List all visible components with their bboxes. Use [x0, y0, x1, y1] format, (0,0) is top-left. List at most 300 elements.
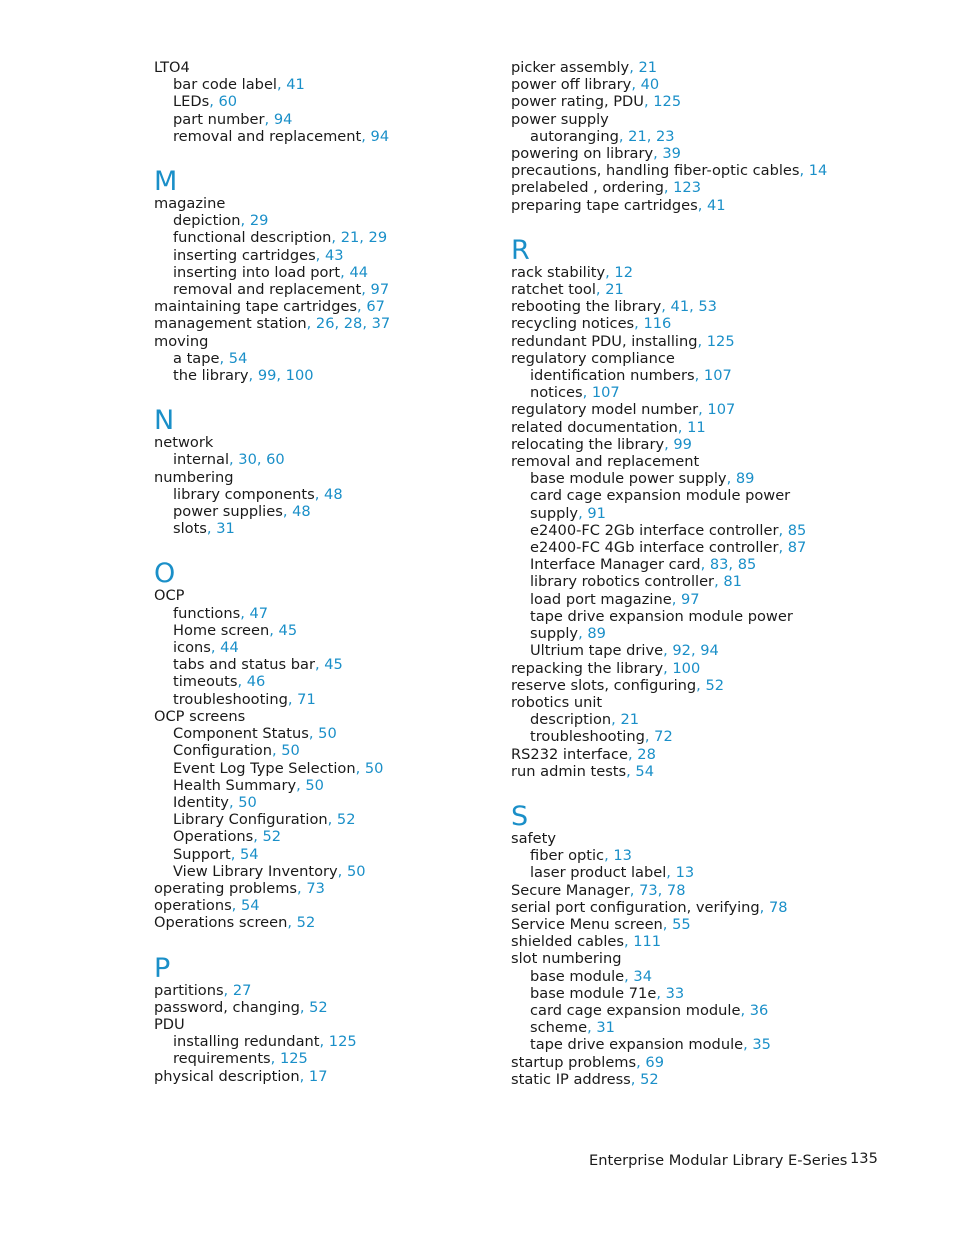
entry-term: repacking the library — [511, 659, 664, 677]
entry-term: redundant PDU, installing — [511, 332, 698, 350]
page-reference-link[interactable]: 54 — [228, 349, 248, 367]
page-reference-link[interactable]: 50 — [281, 742, 300, 760]
index-entry — [154, 469, 494, 486]
index-entry: Operations screen, 52 — [154, 914, 316, 932]
index-subentry: identification numbers, 107 — [530, 367, 732, 385]
entry-term: operating problems — [154, 879, 298, 897]
index-subentry: icons, 44 — [173, 639, 239, 657]
entry-term: part number — [173, 110, 265, 128]
index-entry: partitions, 27 — [154, 981, 252, 999]
page-reference-link[interactable]: 21, 23 — [628, 127, 675, 145]
section-letter: O — [154, 558, 176, 590]
index-subentry: Configuration, 50 — [173, 742, 300, 760]
entry-term: Identity — [173, 793, 229, 811]
entry-term: PDU — [154, 1015, 185, 1033]
page-reference-link[interactable]: 83, 85 — [709, 556, 757, 574]
entry-term: Component Status — [173, 725, 309, 743]
page-reference-link[interactable]: 39 — [662, 145, 681, 163]
page-reference-link[interactable]: 52 — [309, 998, 328, 1016]
entry-term: troubleshooting — [530, 728, 645, 746]
page-reference-link[interactable]: 52 — [640, 1070, 659, 1088]
index-entry: prelabeled , ordering, 123 — [511, 179, 701, 197]
index-entry: serial port configuration, verifying, 78 — [511, 898, 788, 916]
entry-term: picker assembly — [511, 59, 630, 76]
entry-term: static IP address — [511, 1070, 631, 1088]
index-subentry: autoranging, 21, 23 — [530, 127, 675, 145]
index-entry: power rating, PDU, 125 — [511, 93, 682, 111]
entry-term: partitions — [154, 981, 224, 999]
page-reference-link[interactable]: 50 — [238, 793, 257, 811]
entry-term: e2400-FC 4Gb interface controller — [530, 539, 779, 557]
page-reference-link[interactable]: 45 — [278, 621, 298, 639]
footer-title: Enterprise Modular Library E-Series — [589, 1152, 848, 1169]
index-subentry: power supplies, 48 — [173, 503, 311, 521]
page-reference-link[interactable]: 47 — [249, 604, 269, 622]
page-reference-link[interactable]: 125 — [706, 332, 735, 350]
page-reference-link[interactable]: 45 — [324, 656, 343, 674]
index-column-left — [154, 59, 494, 1085]
index-entry: maintaining tape cartridges, 67 — [154, 298, 385, 316]
section-letter: S — [511, 800, 529, 832]
index-entry: physical description, 17 — [154, 1067, 328, 1085]
index-subentry: fiber optic, 13 — [530, 847, 632, 865]
index-entry: reserve slots, configuring, 52 — [511, 676, 725, 694]
index-subentry: tabs and status bar, 45 — [173, 656, 343, 674]
index-subentry: LEDs, 60 — [173, 93, 238, 111]
entry-term: network — [154, 434, 214, 452]
page-reference-link[interactable]: 54 — [240, 897, 260, 915]
page-reference-link[interactable]: 17 — [308, 1067, 328, 1085]
index-entry: related documentation, 11 — [511, 418, 706, 436]
page-reference-link[interactable]: 54 — [635, 762, 654, 780]
page-reference-link[interactable]: 26, 28, 37 — [315, 315, 391, 333]
entry-term: card cage expansion module — [530, 1001, 741, 1019]
index-entry: powering on library, 39 — [511, 145, 681, 163]
page-reference-link[interactable]: 21 — [620, 711, 640, 729]
entry-term: rack stability — [511, 263, 606, 281]
page-reference-link[interactable]: 54 — [239, 845, 259, 863]
index-entry — [154, 434, 494, 451]
page-reference-link[interactable]: 81 — [723, 573, 742, 591]
index-subentry: card cage expansion module power supply, 91 — [530, 487, 791, 522]
entry-term: ratchet tool — [511, 281, 596, 299]
index-subentry: base module, 34 — [530, 967, 652, 985]
index-entry: static IP address, 52 — [511, 1070, 659, 1088]
index-section — [511, 800, 841, 1088]
entry-term: library components — [173, 485, 315, 503]
page-reference-link[interactable]: 73, 78 — [639, 881, 686, 899]
page-reference-link[interactable]: 52 — [262, 828, 282, 846]
index-entry: operations, 54 — [154, 897, 260, 915]
entry-term: functional description — [173, 229, 332, 247]
entry-term: requirements — [173, 1050, 271, 1068]
page-reference-link[interactable]: 48 — [292, 503, 311, 521]
entry-term: inserting into load port — [173, 263, 341, 281]
entry-term: tape drive expansion module power supply — [530, 607, 793, 643]
page-reference-link[interactable]: 99 — [673, 435, 692, 453]
entry-term: Service Menu screen — [511, 915, 663, 933]
page-reference-link[interactable]: 46 — [246, 673, 266, 691]
page-reference-link[interactable]: 33 — [665, 984, 685, 1002]
index-subentry: timeouts, 46 — [173, 673, 266, 691]
index-section — [154, 59, 494, 145]
page-reference-link[interactable]: 85 — [787, 521, 807, 539]
entry-term: functions — [173, 604, 241, 622]
index-subentry: scheme, 31 — [530, 1019, 615, 1037]
index-entry: recycling notices, 116 — [511, 315, 672, 333]
entry-term: maintaining tape cartridges — [154, 298, 358, 316]
page-reference-link[interactable]: 31 — [216, 520, 235, 538]
index-entry: Service Menu screen, 55 — [511, 915, 691, 933]
entry-term: robotics unit — [511, 693, 603, 711]
entry-term: physical description — [154, 1067, 300, 1085]
entry-term: Configuration — [173, 742, 272, 760]
index-subentry: inserting cartridges, 43 — [173, 246, 344, 264]
entry-term: OCP — [154, 587, 185, 605]
index-subentry: card cage expansion module, 36 — [530, 1001, 769, 1019]
page-reference-link[interactable]: 40 — [640, 76, 660, 94]
entry-term: run admin tests — [511, 762, 627, 780]
page-reference-link[interactable]: 31 — [596, 1019, 615, 1037]
index-subentry: removal and replacement, 94 — [173, 127, 390, 145]
entry-term: LTO4 — [154, 59, 190, 76]
index-subentry: library robotics controller, 81 — [530, 573, 742, 591]
index-entry: startup problems, 69 — [511, 1053, 664, 1071]
page-reference-link[interactable]: 52 — [336, 811, 356, 829]
page-reference-link[interactable]: 11 — [687, 418, 706, 436]
entry-term: regulatory model number — [511, 401, 699, 419]
page-reference-link[interactable]: 41 — [286, 76, 305, 94]
page-reference-link[interactable]: 52 — [705, 676, 725, 694]
entry-term: shielded cables — [511, 933, 624, 951]
entry-term: precautions, handling fiber-optic cables — [511, 162, 800, 180]
index-entry — [154, 59, 494, 76]
index-entry: shielded cables, 111 — [511, 933, 662, 951]
entry-term: bar code label — [173, 76, 277, 94]
entry-term: load port magazine — [530, 590, 672, 608]
index-section — [511, 234, 841, 780]
index-entry: regulatory model number, 107 — [511, 401, 736, 419]
index-subentry: Interface Manager card, 83, 85 — [530, 556, 757, 574]
index-entry: operating problems, 73 — [154, 879, 325, 897]
entry-term: safety — [511, 829, 557, 847]
index-subentry: Health Summary, 50 — [173, 776, 324, 794]
page-reference-link[interactable]: 72 — [654, 728, 673, 746]
index-column-right — [511, 59, 841, 1088]
entry-term: card cage expansion module power supply — [530, 487, 791, 522]
entry-term: notices — [530, 384, 583, 402]
index-subentry: functional description, 21, 29 — [173, 229, 388, 247]
page-reference-link[interactable]: 50 — [364, 759, 384, 777]
index-entry — [511, 830, 841, 847]
index-entry — [511, 694, 841, 711]
index-subentry: removal and replacement, 97 — [173, 281, 390, 299]
entry-term: troubleshooting — [173, 690, 288, 708]
index-subentry: Ultrium tape drive, 92, 94 — [530, 642, 719, 660]
page-reference-link[interactable]: 73 — [306, 879, 325, 897]
entry-term: serial port configuration, verifying — [511, 898, 760, 916]
entry-term: management station — [154, 315, 307, 333]
page-reference-link[interactable]: 125 — [328, 1033, 357, 1051]
index-entry: ratchet tool, 21 — [511, 281, 624, 299]
index-entry: preparing tape cartridges, 41 — [511, 196, 726, 214]
entry-term: Secure Manager — [511, 881, 630, 899]
index-subentry: e2400-FC 4Gb interface controller, 87 — [530, 539, 807, 557]
page-reference-link[interactable]: 116 — [643, 315, 672, 333]
entry-term: powering on library — [511, 145, 654, 163]
section-letter: R — [511, 234, 530, 266]
index-subentry: depiction, 29 — [173, 212, 269, 230]
index-subentry: internal, 30, 60 — [173, 451, 285, 469]
entry-term: operations — [154, 897, 232, 915]
entry-term: the library — [173, 367, 249, 385]
index-entry: rack stability, 12 — [511, 263, 633, 281]
page-reference-link[interactable]: 30, 60 — [238, 451, 285, 469]
entry-term: removal and replacement — [173, 127, 362, 145]
entry-term: e2400-FC 2Gb interface controller — [530, 521, 779, 539]
index-entry — [154, 587, 494, 604]
page-number: 135 — [850, 1150, 878, 1167]
page-reference-link[interactable]: 21 — [638, 59, 658, 76]
entry-term: Library Configuration — [173, 811, 328, 829]
index-entry: run admin tests, 54 — [511, 762, 654, 780]
page-reference-link[interactable]: 92, 94 — [672, 642, 719, 660]
page-reference-link[interactable]: 125 — [279, 1050, 308, 1068]
index-subentry: load port magazine, 97 — [530, 590, 700, 608]
page-reference-link[interactable]: 13 — [613, 847, 632, 865]
entry-term: startup problems — [511, 1053, 637, 1071]
index-section — [154, 166, 494, 385]
index-section — [154, 405, 494, 538]
index-entry: Secure Manager, 73, 78 — [511, 881, 686, 899]
page-reference-link[interactable]: 123 — [673, 179, 701, 197]
page-reference-link[interactable]: 50 — [305, 776, 324, 794]
index-entry: picker assembly, 21 — [511, 59, 658, 76]
entry-term: depiction — [173, 212, 241, 230]
index-subentry: inserting into load port, 44 — [173, 263, 369, 281]
page-reference-link[interactable]: 52 — [296, 914, 316, 932]
entry-term: magazine — [154, 195, 226, 213]
page-reference-link[interactable]: 107 — [591, 384, 620, 402]
section-letter: N — [154, 405, 175, 437]
entry-term: LEDs — [173, 93, 210, 111]
page-reference-link[interactable]: 48 — [324, 485, 343, 503]
entry-term: OCP screens — [154, 707, 246, 725]
page-reference-link[interactable]: 107 — [703, 367, 732, 385]
entry-term: base module — [530, 967, 625, 985]
page-reference-link[interactable]: 111 — [633, 933, 662, 951]
entry-term: identification numbers — [530, 367, 695, 385]
entry-term: inserting cartridges — [173, 246, 316, 264]
page-reference-link[interactable]: 78 — [768, 898, 788, 916]
index-entry: power off library, 40 — [511, 76, 660, 94]
entry-term: reserve slots, configuring — [511, 676, 697, 694]
page-reference-link[interactable]: 89 — [735, 470, 755, 488]
index-entry — [154, 333, 494, 350]
page-reference-link[interactable]: 43 — [324, 246, 344, 264]
page-reference-link[interactable]: 60 — [218, 93, 238, 111]
index-entry — [154, 195, 494, 212]
entry-term: laser product label — [530, 864, 667, 882]
entry-term: Operations — [173, 828, 254, 846]
page-reference-link[interactable]: 34 — [633, 967, 652, 985]
page-reference-link[interactable]: 35 — [752, 1036, 771, 1054]
entry-term: Ultrium tape drive — [530, 642, 664, 660]
entry-term: fiber optic — [530, 847, 605, 865]
page-reference-link[interactable]: 12 — [614, 263, 633, 281]
entry-term: description — [530, 711, 612, 729]
index-subentry: Event Log Type Selection, 50 — [173, 759, 384, 777]
page-reference-link[interactable]: 28 — [637, 745, 656, 763]
index-entry: RS232 interface, 28 — [511, 745, 656, 763]
index-entry: precautions, handling fiber-optic cables, 14 — [511, 162, 828, 180]
page-reference-link[interactable]: 21 — [605, 281, 624, 299]
index-entry — [511, 950, 841, 967]
page-reference-link[interactable]: 100 — [672, 659, 701, 677]
index-section — [511, 59, 841, 214]
index-subentry: Library Configuration, 52 — [173, 811, 356, 829]
index-subentry: Operations, 52 — [173, 828, 282, 846]
page-reference-link[interactable]: 67 — [366, 298, 385, 316]
page-reference-link[interactable]: 44 — [349, 263, 369, 281]
index-subentry: Support, 54 — [173, 845, 259, 863]
index-entry: repacking the library, 100 — [511, 659, 701, 677]
section-letter: M — [154, 166, 178, 198]
index-entry: relocating the library, 99 — [511, 435, 692, 453]
page-reference-link[interactable]: 97 — [370, 281, 390, 299]
entry-term: regulatory compliance — [511, 349, 675, 367]
index-subentry: View Library Inventory, 50 — [173, 862, 366, 880]
index-entry — [511, 453, 841, 470]
index-subentry: slots, 31 — [173, 520, 235, 538]
entry-term: relocating the library — [511, 435, 665, 453]
index-subentry: base module power supply, 89 — [530, 470, 755, 488]
index-subentry: a tape, 54 — [173, 349, 248, 367]
entry-term: power rating, PDU — [511, 93, 644, 111]
entry-term: installing redundant — [173, 1033, 320, 1051]
entry-term: base module 71e — [530, 984, 657, 1002]
entry-term: preparing tape cartridges — [511, 196, 698, 214]
index-subentry: Identity, 50 — [173, 793, 257, 811]
entry-term: icons — [173, 639, 211, 657]
entry-term: internal — [173, 451, 229, 469]
entry-term: Interface Manager card — [530, 556, 701, 574]
page-reference-link[interactable]: 50 — [318, 725, 337, 743]
index-subentry: part number, 94 — [173, 110, 293, 128]
index-entry — [154, 1016, 494, 1033]
entry-term: removal and replacement — [173, 281, 362, 299]
entry-term: power off library — [511, 76, 632, 94]
page-reference-link[interactable]: 21, 29 — [340, 229, 388, 247]
entry-term: slots — [173, 520, 207, 538]
entry-term: View Library Inventory — [173, 862, 338, 880]
index-entry — [154, 708, 494, 725]
entry-term: prelabeled , ordering — [511, 179, 664, 197]
index-subentry: bar code label, 41 — [173, 76, 305, 94]
index-subentry: base module 71e, 33 — [530, 984, 685, 1002]
page-reference-link[interactable]: 125 — [653, 93, 682, 111]
entry-term: numbering — [154, 468, 234, 486]
index-subentry: installing redundant, 125 — [173, 1033, 357, 1051]
entry-term: library robotics controller — [530, 573, 715, 591]
index-subentry: laser product label, 13 — [530, 864, 695, 882]
entry-term: removal and replacement — [511, 453, 700, 471]
index-section — [154, 558, 494, 932]
entry-term: tape drive expansion module — [530, 1036, 744, 1054]
page-reference-link[interactable]: 13 — [675, 864, 695, 882]
entry-term: tabs and status bar — [173, 656, 315, 674]
entry-term: a tape — [173, 349, 220, 367]
page-reference-link[interactable]: 69 — [645, 1053, 664, 1071]
index-subentry: e2400-FC 2Gb interface controller, 85 — [530, 521, 807, 539]
index-entry: rebooting the library, 41, 53 — [511, 298, 717, 316]
page-reference-link[interactable]: 99, 100 — [257, 367, 314, 385]
entry-term: Event Log Type Selection — [173, 759, 356, 777]
page-reference-link[interactable]: 87 — [787, 539, 807, 557]
entry-term: related documentation — [511, 418, 678, 436]
entry-term: RS232 interface — [511, 745, 628, 763]
page-reference-link[interactable]: 97 — [680, 590, 700, 608]
entry-term: timeouts — [173, 673, 238, 691]
page-reference-link[interactable]: 55 — [672, 915, 691, 933]
index-subentry: tape drive expansion module power supply, 89 — [530, 607, 793, 643]
index-subentry: library components, 48 — [173, 485, 343, 503]
page-reference-link[interactable]: 27 — [232, 981, 252, 999]
index-entry — [511, 111, 841, 128]
page-reference-link[interactable]: 29 — [249, 212, 269, 230]
page-reference-link[interactable]: 91 — [587, 504, 606, 522]
entry-term: power supply — [511, 110, 609, 128]
index-entry: password, changing, 52 — [154, 998, 328, 1016]
index-subentry: Component Status, 50 — [173, 725, 337, 743]
page-reference-link[interactable]: 71 — [297, 690, 316, 708]
entry-term: rebooting the library — [511, 298, 662, 316]
entry-term: scheme — [530, 1019, 588, 1037]
section-letter: P — [154, 952, 171, 984]
entry-term: password, changing — [154, 998, 300, 1016]
entry-term: Health Summary — [173, 776, 297, 794]
entry-term: Operations screen — [154, 914, 288, 932]
page-reference-link[interactable]: 41, 53 — [670, 298, 717, 316]
index-entry: management station, 26, 28, 37 — [154, 315, 391, 333]
index-subentry: functions, 47 — [173, 604, 269, 622]
entry-term: Home screen — [173, 621, 270, 639]
entry-term: slot numbering — [511, 950, 622, 968]
index-entry — [511, 350, 841, 367]
page-reference-link[interactable]: 89 — [587, 625, 606, 643]
page-reference-link[interactable]: 94 — [370, 127, 390, 145]
index-subentry: the library, 99, 100 — [173, 367, 314, 385]
page-reference-link[interactable]: 107 — [707, 401, 736, 419]
index-entry: redundant PDU, installing, 125 — [511, 332, 735, 350]
page-reference-link[interactable]: 41 — [707, 196, 726, 214]
page-reference-link[interactable]: 36 — [749, 1001, 769, 1019]
index-subentry: notices, 107 — [530, 384, 620, 402]
page-reference-link[interactable]: 50 — [346, 862, 366, 880]
index-subentry: description, 21 — [530, 711, 640, 729]
index-subentry: troubleshooting, 72 — [530, 728, 673, 746]
index-subentry: tape drive expansion module, 35 — [530, 1036, 771, 1054]
page-reference-link[interactable]: 44 — [220, 639, 239, 657]
entry-term: Support — [173, 845, 231, 863]
page-reference-link[interactable]: 94 — [273, 110, 293, 128]
entry-term: moving — [154, 332, 209, 350]
index-subentry: Home screen, 45 — [173, 621, 298, 639]
index-subentry: requirements, 125 — [173, 1050, 308, 1068]
entry-term: autoranging — [530, 127, 619, 145]
entry-term: base module power supply — [530, 470, 727, 488]
page-reference-link[interactable]: 14 — [808, 162, 828, 180]
